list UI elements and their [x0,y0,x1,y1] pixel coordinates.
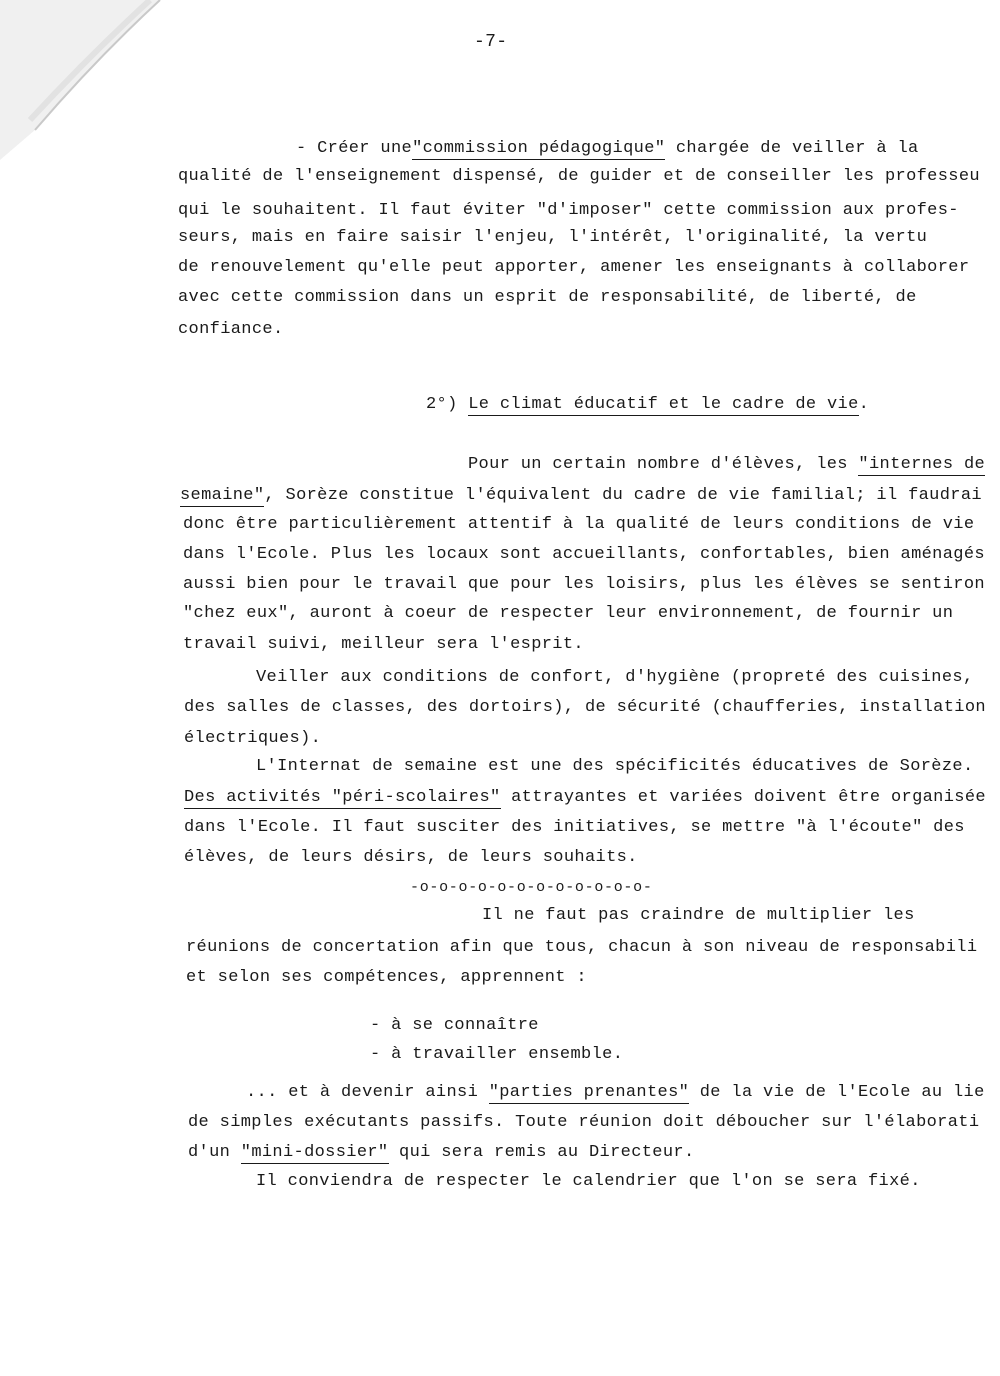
section-title-end: . [858,395,870,414]
paragraph-6-line-4: Il conviendra de respecter le calendrier que l'on se sera fixé. [256,1172,921,1191]
paragraph-3-line-1: Veiller aux conditions de confort, d'hygiène (propreté des cuisines, [256,668,974,687]
text-segment: - Créer une [296,139,413,158]
paragraph-6-line-3 [188,1143,695,1163]
underlined-term: semaine" [180,486,265,505]
text-segment: de la vie de l'Ecole au lie [689,1083,985,1102]
paragraph-3-line-2: des salles de classes, des dortoirs), de sécurité (chaufferies, installation [184,698,986,717]
paragraph-1-line-3: qui le souhaitent. Il faut éviter "d'imposer" cette commission aux profes- [178,201,959,220]
paragraph-6-line-1 [246,1083,985,1103]
ornamental-separator: -o-o-o-o-o-o-o-o-o-o-o-o- [410,879,653,896]
paragraph-4-line-1: L'Internat de semaine est une des spécificités éducatives de Sorèze. [256,757,974,776]
paragraph-2-line-6: "chez eux", auront à coeur de respecter leur environnement, de fournir un [183,604,954,623]
paragraph-5-line-3: et selon ses compétences, apprennent : [186,968,587,987]
paragraph-4-line-4: élèves, de leurs désirs, de leurs souhaits. [184,848,638,867]
paragraph-2-line-5: aussi bien pour le travail que pour les loisirs, plus les élèves se sentiron [183,575,985,594]
paragraph-2-line-1 [468,455,985,475]
paragraph-1-line-6: avec cette commission dans un esprit de responsabilité, de liberté, de [178,288,917,307]
underlined-term: "commission pédagogique" [412,139,666,158]
paragraph-5-line-1: Il ne faut pas craindre de multiplier les [482,906,915,925]
underlined-term: "parties prenantes" [488,1083,690,1102]
paragraph-3-line-3: électriques). [184,729,322,748]
underlined-term: Des activités "péri-scolaires" [184,788,501,807]
text-segment: , Sorèze constitue l'équivalent du cadre de vie familial; il faudrai [264,486,982,505]
list-item: - à se connaître [370,1016,539,1035]
folded-corner-shadow [0,0,170,170]
paragraph-1-line-2: qualité de l'enseignement dispensé, de guider et de conseiller les professeu [178,167,980,186]
text-segment: d'un [188,1143,241,1162]
section-title: Le climat éducatif et le cadre de vie [468,395,859,414]
text-segment: chargée de veiller à la [665,139,919,158]
paragraph-2-line-4: dans l'Ecole. Plus les locaux sont accueillants, confortables, bien aménagés [183,545,985,564]
paragraph-2-line-2 [180,486,982,506]
paragraph-5-line-2: réunions de concertation afin que tous, chacun à son niveau de responsabili [186,938,978,957]
paragraph-1-line-1 [296,139,919,159]
paragraph-4-line-2 [184,788,986,808]
text-segment: attrayantes et variées doivent être organisée [500,788,986,807]
section-heading [426,395,869,415]
paragraph-6-line-2: de simples exécutants passifs. Toute réunion doit déboucher sur l'élaborati [188,1113,980,1132]
list-item: - à travailler ensemble. [370,1045,624,1064]
paragraph-4-line-3: dans l'Ecole. Il faut susciter des initiatives, se mettre "à l'écoute" des [184,818,965,837]
text-segment: qui sera remis au Directeur. [388,1143,695,1162]
text-segment: ... et à devenir ainsi [246,1083,489,1102]
underlined-term: "internes de [858,455,986,474]
paragraph-1-line-7: confiance. [178,320,284,339]
paragraph-1-line-5: de renouvelement qu'elle peut apporter, amener les enseignants à collaborer [178,258,970,277]
underlined-term: "mini-dossier" [240,1143,389,1162]
paragraph-2-line-7: travail suivi, meilleur sera l'esprit. [183,635,584,654]
page-number: -7- [474,32,508,52]
paragraph-1-line-4: seurs, mais en faire saisir l'enjeu, l'intérêt, l'originalité, la vertu [178,228,928,247]
text-segment: Pour un certain nombre d'élèves, les [468,455,859,474]
paragraph-2-line-3: donc être particulièrement attentif à la qualité de leurs conditions de vie [183,515,975,534]
section-number: 2°) [426,395,469,414]
